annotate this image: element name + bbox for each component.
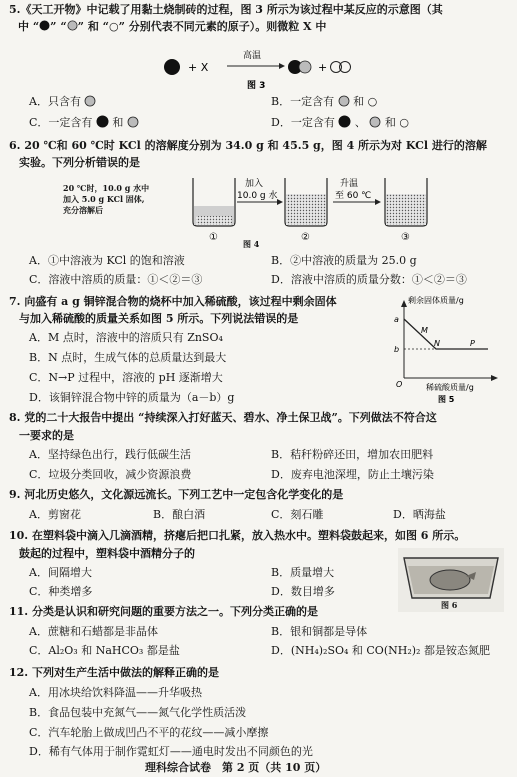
q5-option-b xyxy=(271,94,377,110)
q6-option-c: C．溶液中溶质的质量：①＜②＝③ xyxy=(29,273,203,286)
q5-stem-line1: 5.《天工开物》中记载了用黏土烧制砖的过程，图 3 所示为该过程中某反应的示意图（其 xyxy=(9,3,443,16)
q5-option-c-and: 和 xyxy=(112,116,124,129)
q5-option-b-text: B．一定含有 xyxy=(271,95,335,108)
q8-option-c: C．垃圾分类回收，减少资源浪费 xyxy=(29,468,192,481)
q6-stem-line2: 实验。下列分析错误的是 xyxy=(19,156,140,169)
q11-stem: 11. 分类是认识和研究问题的重要方法之一。下列分类正确的是 xyxy=(9,605,318,618)
q6-stem-line1: 6. 20 ℃和 60 ℃时 KCl 的溶解度分别为 34.0 g 和 45.5 g，图 4 所示为对 KCl 进行的溶解 xyxy=(9,139,487,152)
fig4-left-text xyxy=(63,183,149,216)
q7-option-d: D．该铜锌混合物中锌的质量为（a－b）g xyxy=(29,391,235,404)
graph-b-label: b xyxy=(394,345,400,354)
q11-option-b: B．银和铜都是导体 xyxy=(271,625,368,638)
graph-y-label: 剩余固体质量/g xyxy=(408,296,464,305)
q7-option-a: A．M 点时，溶液中的溶质只有 ZnSO₄ xyxy=(29,331,223,344)
q9-option-d: D．晒海盐 xyxy=(393,508,446,521)
q7-stem-line2: 与加入稀硫酸的质量关系如图 5 所示。下列说法错误的是 xyxy=(19,312,299,325)
q5-option-a xyxy=(29,94,96,110)
q12-option-b: B．食品包装中充氮气——氮气化学性质活泼 xyxy=(29,706,247,719)
q12-stem: 12. 下列对生产生活中做法的解释正确的是 xyxy=(9,666,219,679)
beaker-3-label: ③ xyxy=(401,232,410,243)
black-atom-icon xyxy=(338,115,351,128)
fig6-caption: 图 6 xyxy=(441,600,458,610)
black-atom-icon xyxy=(96,115,109,128)
reaction-plus-x: + X xyxy=(188,61,209,74)
q5-option-a-text: A．只含有 xyxy=(29,95,81,108)
fig3-caption: 图 3 xyxy=(247,81,266,91)
q8-option-b: B．秸秆粉碎还田，增加农田肥料 xyxy=(271,448,434,461)
q5-option-c xyxy=(29,115,139,131)
gray-atom-icon xyxy=(127,116,139,128)
co-gray-atom-icon xyxy=(299,61,311,73)
q5-stem-part-c: ” 和 “○” 分别代表不同元素的原子）。则微粒 X 中 xyxy=(77,20,327,33)
graph-a-label: a xyxy=(394,315,399,324)
q12-option-d: D．稀有气体用于制作霓虹灯——通电时发出不同颜色的光 xyxy=(29,745,313,758)
q5-option-b-tail: 和 ○ xyxy=(353,95,378,108)
arrow2-bottom: 至 60 ℃ xyxy=(335,191,372,201)
q5-stem-part-b: ” “ xyxy=(50,20,67,33)
q12-option-a: A．用冰块给饮料降温——升华吸热 xyxy=(29,686,202,699)
q5-stem-line2 xyxy=(18,19,326,35)
graph-M-label: M xyxy=(421,326,428,335)
q5-option-d xyxy=(271,115,409,131)
reaction-condition: 高温 xyxy=(243,51,262,61)
q5-stem-part-a: 中 “ xyxy=(18,20,40,33)
q11-option-a: A．蔗糖和石蜡都是非晶体 xyxy=(29,625,158,638)
q8-stem-line1: 8. 党的二十大报告中提出 “持续深入打好蓝天、碧水、净土保卫战”。下列做法不符合这 xyxy=(9,411,437,424)
plastic-bag xyxy=(430,570,470,590)
q5-option-d-text: D．一定含有 xyxy=(271,116,335,129)
fig4-left-line2: 加入 5.0 g KCl 固体, xyxy=(63,194,145,204)
q10-stem-line1: 10. 在塑料袋中滴入几滴酒精，挤瘪后把口扎紧，放入热水中。塑料袋鼓起来，如图 6 所示。 xyxy=(9,529,466,542)
graph-x-label: 稀硫酸质量/g xyxy=(426,383,474,392)
arrow2-top: 升温 xyxy=(340,179,359,189)
q7-option-b: B．N 点时，生成气体的总质量达到最大 xyxy=(29,351,227,364)
beaker-2-label: ② xyxy=(301,232,310,243)
fig4-caption: 图 4 xyxy=(243,239,260,249)
reaction-plus: + xyxy=(318,61,328,74)
graph-N-label: N xyxy=(434,339,440,348)
beaker-1-label: ① xyxy=(209,232,218,243)
q7-option-c: C．N→P 过程中，溶液的 pH 逐渐增大 xyxy=(29,371,223,384)
q5-option-d-tail: 和 ○ xyxy=(384,116,409,129)
q12-option-c: C．汽车轮胎上做成凹凸不平的花纹——减小摩擦 xyxy=(29,726,269,739)
fig4-beakers xyxy=(185,170,445,248)
graph-curve xyxy=(404,319,488,349)
fig4-left-line1: 20 ℃时，10.0 g 水中 xyxy=(63,183,150,193)
arrow1-top: 加入 xyxy=(245,179,264,189)
q10-option-c: C．种类增多 xyxy=(29,585,93,598)
reaction-diagram xyxy=(155,46,365,92)
q8-option-a: A．坚持绿色出行，践行低碳生活 xyxy=(29,448,191,461)
q9-option-a: A．剪窗花 xyxy=(29,508,81,521)
q9-stem: 9. 河北历史悠久，文化源远流长。下列工艺中一定包含化学变化的是 xyxy=(9,488,344,501)
q11-option-c: C．Al₂O₃ 和 NaHCO₃ 都是盐 xyxy=(29,644,180,657)
arrow1-bottom: 10.0 g 水 xyxy=(237,191,278,201)
q9-option-b: B．酿白酒 xyxy=(153,508,206,521)
graph-origin-label: O xyxy=(396,380,403,389)
q5-option-d-sep: 、 xyxy=(354,116,366,129)
q10-option-a: A．间隔增大 xyxy=(29,566,92,579)
graph-P-label: P xyxy=(470,339,475,348)
q9-option-c: C．刻石雕 xyxy=(271,508,324,521)
fig5-graph xyxy=(388,292,500,404)
q10-option-d: D．数目增多 xyxy=(271,585,335,598)
page-footer: 理科综合试卷 第 2 页（共 10 页） xyxy=(145,761,327,774)
black-atom-icon xyxy=(164,59,180,75)
fig4-left-line3: 充分溶解后 xyxy=(63,205,103,215)
q7-stem-line1: 7. 向盛有 a g 铜锌混合物的烧杯中加入稀硫酸，该过程中剩余固体 xyxy=(9,295,337,308)
q8-option-d: D．废弃电池深埋，防止土壤污染 xyxy=(271,468,434,481)
q11-option-d: D．(NH₄)₂SO₄ 和 CO(NH₂)₂ 都是铵态氮肥 xyxy=(271,644,490,657)
q6-option-d: D．溶液中溶质的质量分数：①＜②＝③ xyxy=(271,273,467,286)
gray-atom-icon xyxy=(369,116,381,128)
gray-atom-icon xyxy=(84,95,96,107)
q6-option-a: A．①中溶液为 KCl 的饱和溶液 xyxy=(29,254,185,267)
q10-stem-line2: 鼓起的过程中，塑料袋中酒精分子的 xyxy=(19,547,195,560)
q8-stem-line2: 一要求的是 xyxy=(19,429,74,442)
black-atom-icon xyxy=(39,20,50,31)
gray-atom-icon xyxy=(338,95,350,107)
q5-option-c-text: C．一定含有 xyxy=(29,116,93,129)
q6-option-b: B．②中溶液的质量为 25.0 g xyxy=(271,254,417,267)
q10-option-b: B．质量增大 xyxy=(271,566,335,579)
gray-atom-icon xyxy=(67,20,78,31)
fig5-caption: 图 5 xyxy=(438,395,455,404)
